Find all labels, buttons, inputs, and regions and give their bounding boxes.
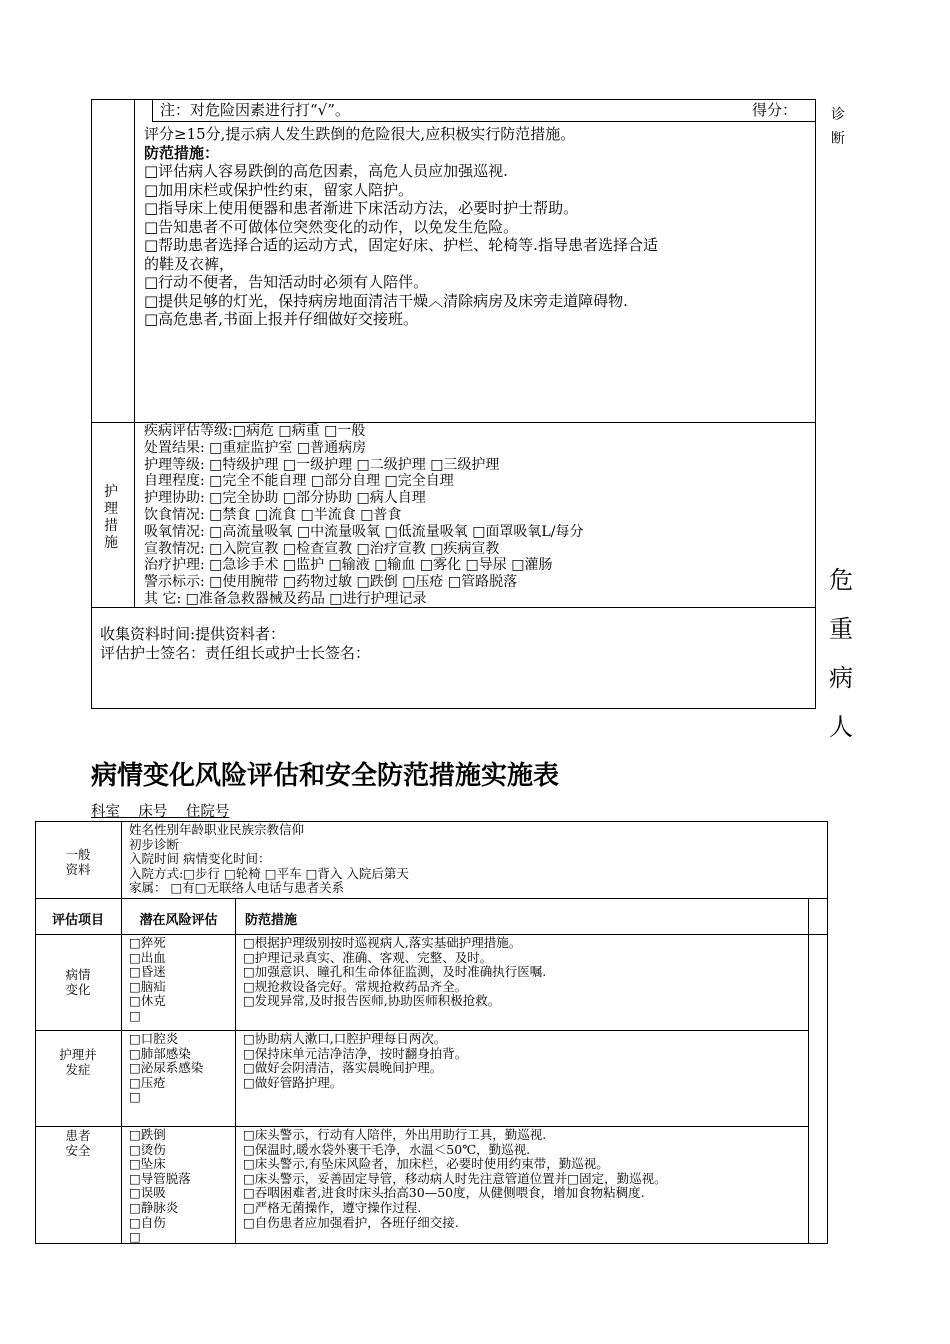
assessment-line: □帮助患者选择合适的运动方式，固定好床、护栏、轮椅等.指导患者选择合适 (144, 236, 658, 254)
header-risk: 潜在风险评估 (139, 913, 218, 928)
risk-list (129, 1032, 203, 1105)
side-diagnosis-label: 诊断 (831, 107, 845, 147)
assessment-line: 的鞋及衣裤， (144, 254, 235, 273)
general-info-line: 家属： □有□无联络人电话与患者关系 (129, 880, 345, 896)
assessment-block (144, 125, 814, 329)
general-info-line: 姓名性别年龄职业民族宗教信仰 (129, 822, 305, 837)
risk-item: □导管脱落 (129, 1170, 191, 1186)
assessment-line: 防范措施： (144, 143, 220, 162)
measure-item: □护理记录真实、准确、客观、完整、及时。 (243, 949, 493, 965)
general-label (36, 847, 120, 877)
measure-list (243, 1128, 667, 1230)
measure-line: 饮食情况: □禁食 □流食 □半流食 □普食 (144, 506, 402, 523)
measure-item: □做好管路护理。 (243, 1074, 343, 1090)
measure-item: □严格无菌操作，遵守操作过程. (243, 1199, 422, 1215)
assessment-line: □告知患者不可做体位突然变化的动作，以免发生危险。 (144, 217, 519, 236)
assessment-line: □评估病人容易跌倒的高危因素，高危人员应加强巡视. (144, 162, 508, 180)
risk-item: □猝死 (129, 935, 166, 950)
risk-item: □肺部感染 (129, 1045, 191, 1061)
measure-item: □床头警示,有坠床风险者，加床栏，必要时使用约束带，勤巡视。 (243, 1156, 609, 1172)
measure-list (243, 1032, 467, 1090)
risk-item: □坠床 (129, 1156, 166, 1172)
side-critical-char: 重 (829, 615, 853, 643)
general-info-line: 入院时间 病情变化时间： (129, 851, 271, 867)
measure-item: □床头警示，行动有人陪伴，外出用助行工具，勤巡视. (243, 1127, 547, 1142)
risk-item: □脑疝 (129, 978, 166, 994)
assessment-line: 评分≥15分,提示病人发生跌倒的危险很大,应积极实行防范措施。 (144, 125, 576, 143)
measure-item: □做好会阴清洁，落实晨晚间护理。 (243, 1060, 443, 1076)
row-label-text: 病情变化 (65, 967, 91, 997)
note-text: 注：对危险因素进行打“√”。 (160, 101, 350, 119)
measure-item: □发现异常,及时报告医师,协助医师积极抢救。 (243, 993, 501, 1009)
risk-item: □ (129, 1007, 141, 1023)
general-label-line: 一般资料 (65, 847, 91, 877)
measure-line: 其 它: □准备急救器械及药品 □进行护理记录 (144, 590, 427, 607)
side-critical-char: 人 (829, 713, 853, 741)
assessment-line: □加用床栏或保护性约束，留家人陪护。 (144, 180, 414, 199)
measure-line: 宣教情况: □入院宣教 □检查宣教 □治疗宣教 □疾病宣教 (144, 540, 500, 557)
measure-item: □规抢救设备完好。常规抢救药品齐全。 (243, 978, 468, 994)
assessment-line: □行动不便者，告知活动时必须有人陪伴。 (144, 273, 429, 291)
side-critical-char: 危 (829, 566, 853, 594)
row-label (36, 1129, 120, 1158)
measure-item: □加强意识、瞳孔和生命体征监测，及时准确执行医嘱. (243, 964, 547, 980)
assessment-line: □指导床上使用便器和患者渐进下床活动方法，必要时护士帮助。 (144, 199, 579, 217)
form-title: 病情变化风险评估和安全防范措施实施表 (91, 761, 560, 791)
measure-line: 处置结果: □重症监护室 □普通病房 (144, 439, 367, 456)
row-label-text: 护理并发症 (59, 1047, 97, 1077)
risk-item: □自伤 (129, 1214, 166, 1230)
risk-item: □压疮 (129, 1074, 166, 1090)
measure-line: 疾病评估等级:□病危 □病重 □一般 (144, 423, 366, 439)
measures-block (144, 423, 812, 608)
measure-item: □床头警示，妥善固定导管，移动病人时先注意管道位置并□固定，勤巡视。 (243, 1170, 667, 1186)
collect-line: 评估护士签名：责任组长或护士长签名： (100, 643, 371, 662)
risk-item: □ (129, 1089, 141, 1105)
risk-item: □ (129, 1229, 141, 1245)
measure-list (243, 936, 546, 1009)
risk-item: □休克 (129, 993, 166, 1009)
measure-line: 治疗护理: □急诊手术 □监护 □输液 □输血 □雾化 □导尿 □灌肠 (144, 557, 553, 574)
measure-line: 吸氧情况: □高流量吸氧 □中流量吸氧 □低流量吸氧 □面罩吸氧L/每分 (144, 523, 584, 540)
measure-item: □协助病人漱口,口腔护理每日两次。 (243, 1031, 447, 1046)
measures-label: 护理措施 (104, 484, 118, 551)
measure-item: □保持床单元洁净洁净，按时翻身拍背。 (243, 1045, 468, 1061)
measure-line: 护理等级: □特级护理 □一级护理 □二级护理 □三级护理 (144, 456, 500, 473)
assessment-line: □提供足够的灯光，保持病房地面清洁干燥︿清除病房及床旁走道障碍物. (144, 291, 628, 310)
collect-line: 收集资料时间:提供资料者： (100, 625, 286, 643)
measure-item: □根据护理级别按时巡视病人,落实基础护理措施。 (243, 935, 522, 950)
risk-list (129, 936, 166, 1024)
measure-line: 护理协助: □完全协助 □部分协助 □病人自理 (144, 490, 426, 507)
measure-line: 警示标示: □使用腕带 □药物过敏 □跌倒 □压疮 □管路脱落 (144, 574, 518, 591)
form-subtitle: 科室 床号 住院号 (91, 804, 230, 820)
risk-item: □静脉炎 (129, 1199, 179, 1215)
row-label (36, 1048, 120, 1077)
side-critical-label (829, 556, 861, 752)
side-critical-char: 病 (829, 664, 853, 692)
measure-item: □吞咽困难者,进食时床头抬高30—50度，从健侧喂食，增加食物粘稠度. (243, 1185, 645, 1201)
header-item: 评估项目 (51, 913, 104, 928)
measure-item: □自伤患者应加强看护，各班仔细交接. (243, 1214, 459, 1230)
risk-item: □跌倒 (129, 1127, 166, 1142)
risk-item: □泌尿系感染 (129, 1060, 204, 1076)
risk-item: □误吸 (129, 1185, 166, 1201)
score-label: 得分： (752, 101, 798, 119)
risk-list (129, 1128, 191, 1245)
risk-item: □口腔炎 (129, 1031, 179, 1046)
risk-item: □烫伤 (129, 1141, 166, 1157)
risk-item: □出血 (129, 949, 166, 965)
header-measures: 防范措施 (245, 913, 298, 928)
general-info-block (129, 823, 809, 896)
measure-item: □保温时,暖水袋外裹干毛净，水温＜50℃，勤巡视. (243, 1141, 531, 1157)
row-label-text: 患者安全 (65, 1128, 91, 1158)
general-info-line: 入院方式:□步行 □轮椅 □平车 □背入 入院后第天 (129, 865, 409, 881)
measure-line: 自理程度: □完全不能自理 □部分自理 □完全自理 (144, 473, 454, 490)
risk-item: □昏迷 (129, 964, 166, 980)
collect-block (100, 625, 800, 662)
assessment-line: □高危患者,书面上报并仔细做好交接班。 (144, 310, 418, 328)
general-info-line: 初步诊断 (129, 836, 180, 852)
row-label (36, 968, 120, 997)
